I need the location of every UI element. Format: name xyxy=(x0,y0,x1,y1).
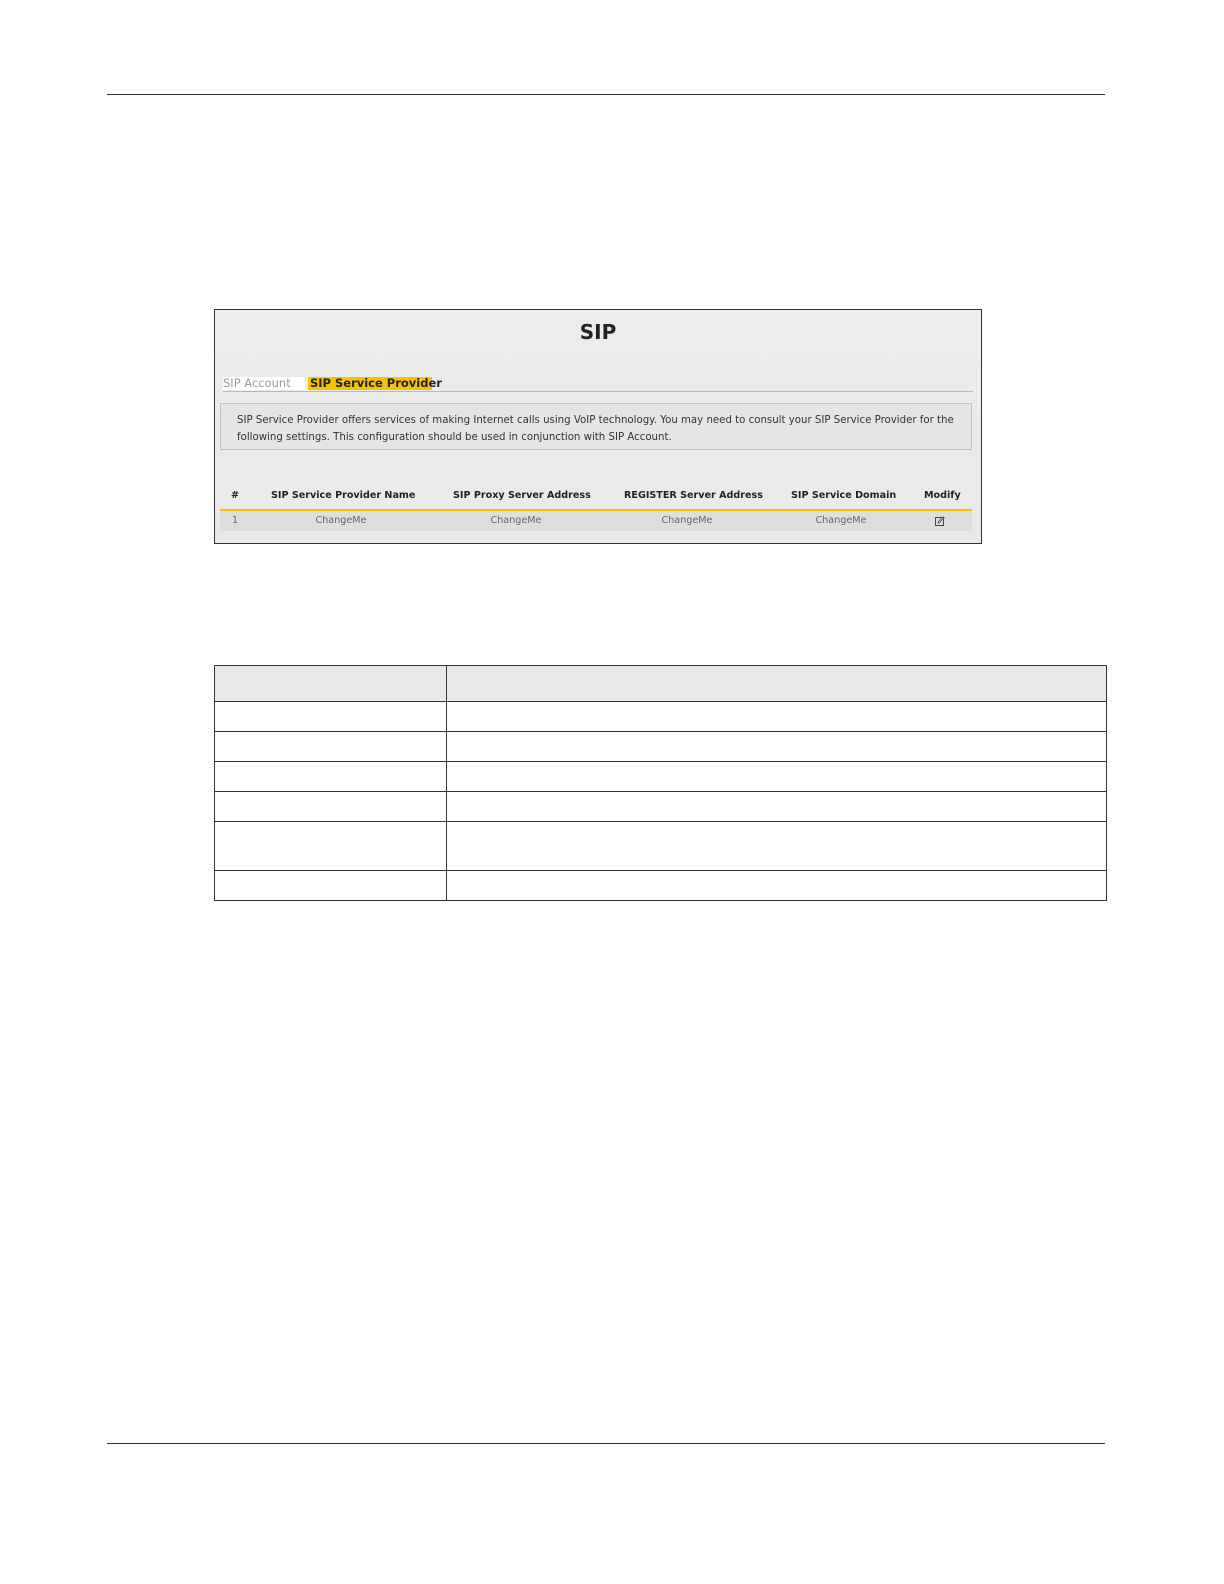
column-header-number: # xyxy=(231,490,240,501)
table-cell xyxy=(215,732,447,762)
row-number: 1 xyxy=(232,515,239,526)
tab-sip-account[interactable]: SIP Account xyxy=(223,377,305,390)
column-header-service-domain: SIP Service Domain xyxy=(791,490,897,501)
table-cell xyxy=(215,702,447,732)
page-header-rule xyxy=(107,94,1105,95)
description-table xyxy=(214,665,1107,901)
description-line-1: SIP Service Provider offers services of making Internet calls using VoIP technology. You may need to consult your SIP Service Provider for the xyxy=(237,415,954,426)
description-line-2: following settings. This configuration should be used in conjunction with SIP Account. xyxy=(237,432,672,443)
column-header-proxy-server: SIP Proxy Server Address xyxy=(453,490,591,501)
tab-sip-service-provider[interactable]: SIP Service Provider xyxy=(310,376,442,390)
table-row xyxy=(215,871,1107,901)
table-header-row xyxy=(215,666,1107,702)
table-cell xyxy=(447,702,1107,732)
sip-screenshot-panel xyxy=(214,309,982,544)
table-cell xyxy=(447,822,1107,871)
table-header-cell-description xyxy=(447,666,1107,702)
table-cell xyxy=(215,822,447,871)
page-title: SIP xyxy=(579,320,617,344)
row-service-domain: ChangeMe xyxy=(815,515,867,526)
row-proxy-server: ChangeMe xyxy=(490,515,542,526)
table-header-cell-label xyxy=(215,666,447,702)
table-cell xyxy=(215,762,447,792)
table-cell xyxy=(447,792,1107,822)
table-header xyxy=(220,488,972,511)
table-cell xyxy=(215,792,447,822)
table-row xyxy=(215,732,1107,762)
column-header-provider-name: SIP Service Provider Name xyxy=(271,490,416,501)
row-provider-name: ChangeMe xyxy=(315,515,367,526)
table-row xyxy=(215,792,1107,822)
column-header-modify: Modify xyxy=(924,490,961,501)
tab-bar xyxy=(223,377,973,392)
table-cell xyxy=(447,871,1107,901)
table-row xyxy=(220,511,972,531)
page-footer-rule xyxy=(107,1443,1105,1444)
table-row xyxy=(215,702,1107,732)
row-register-server: ChangeMe xyxy=(661,515,713,526)
table-row xyxy=(215,822,1107,871)
table-row xyxy=(215,762,1107,792)
table-cell xyxy=(447,762,1107,792)
edit-icon[interactable] xyxy=(935,516,945,526)
table-cell xyxy=(447,732,1107,762)
column-header-register-server: REGISTER Server Address xyxy=(624,490,763,501)
table-cell xyxy=(215,871,447,901)
description-box xyxy=(220,403,972,450)
